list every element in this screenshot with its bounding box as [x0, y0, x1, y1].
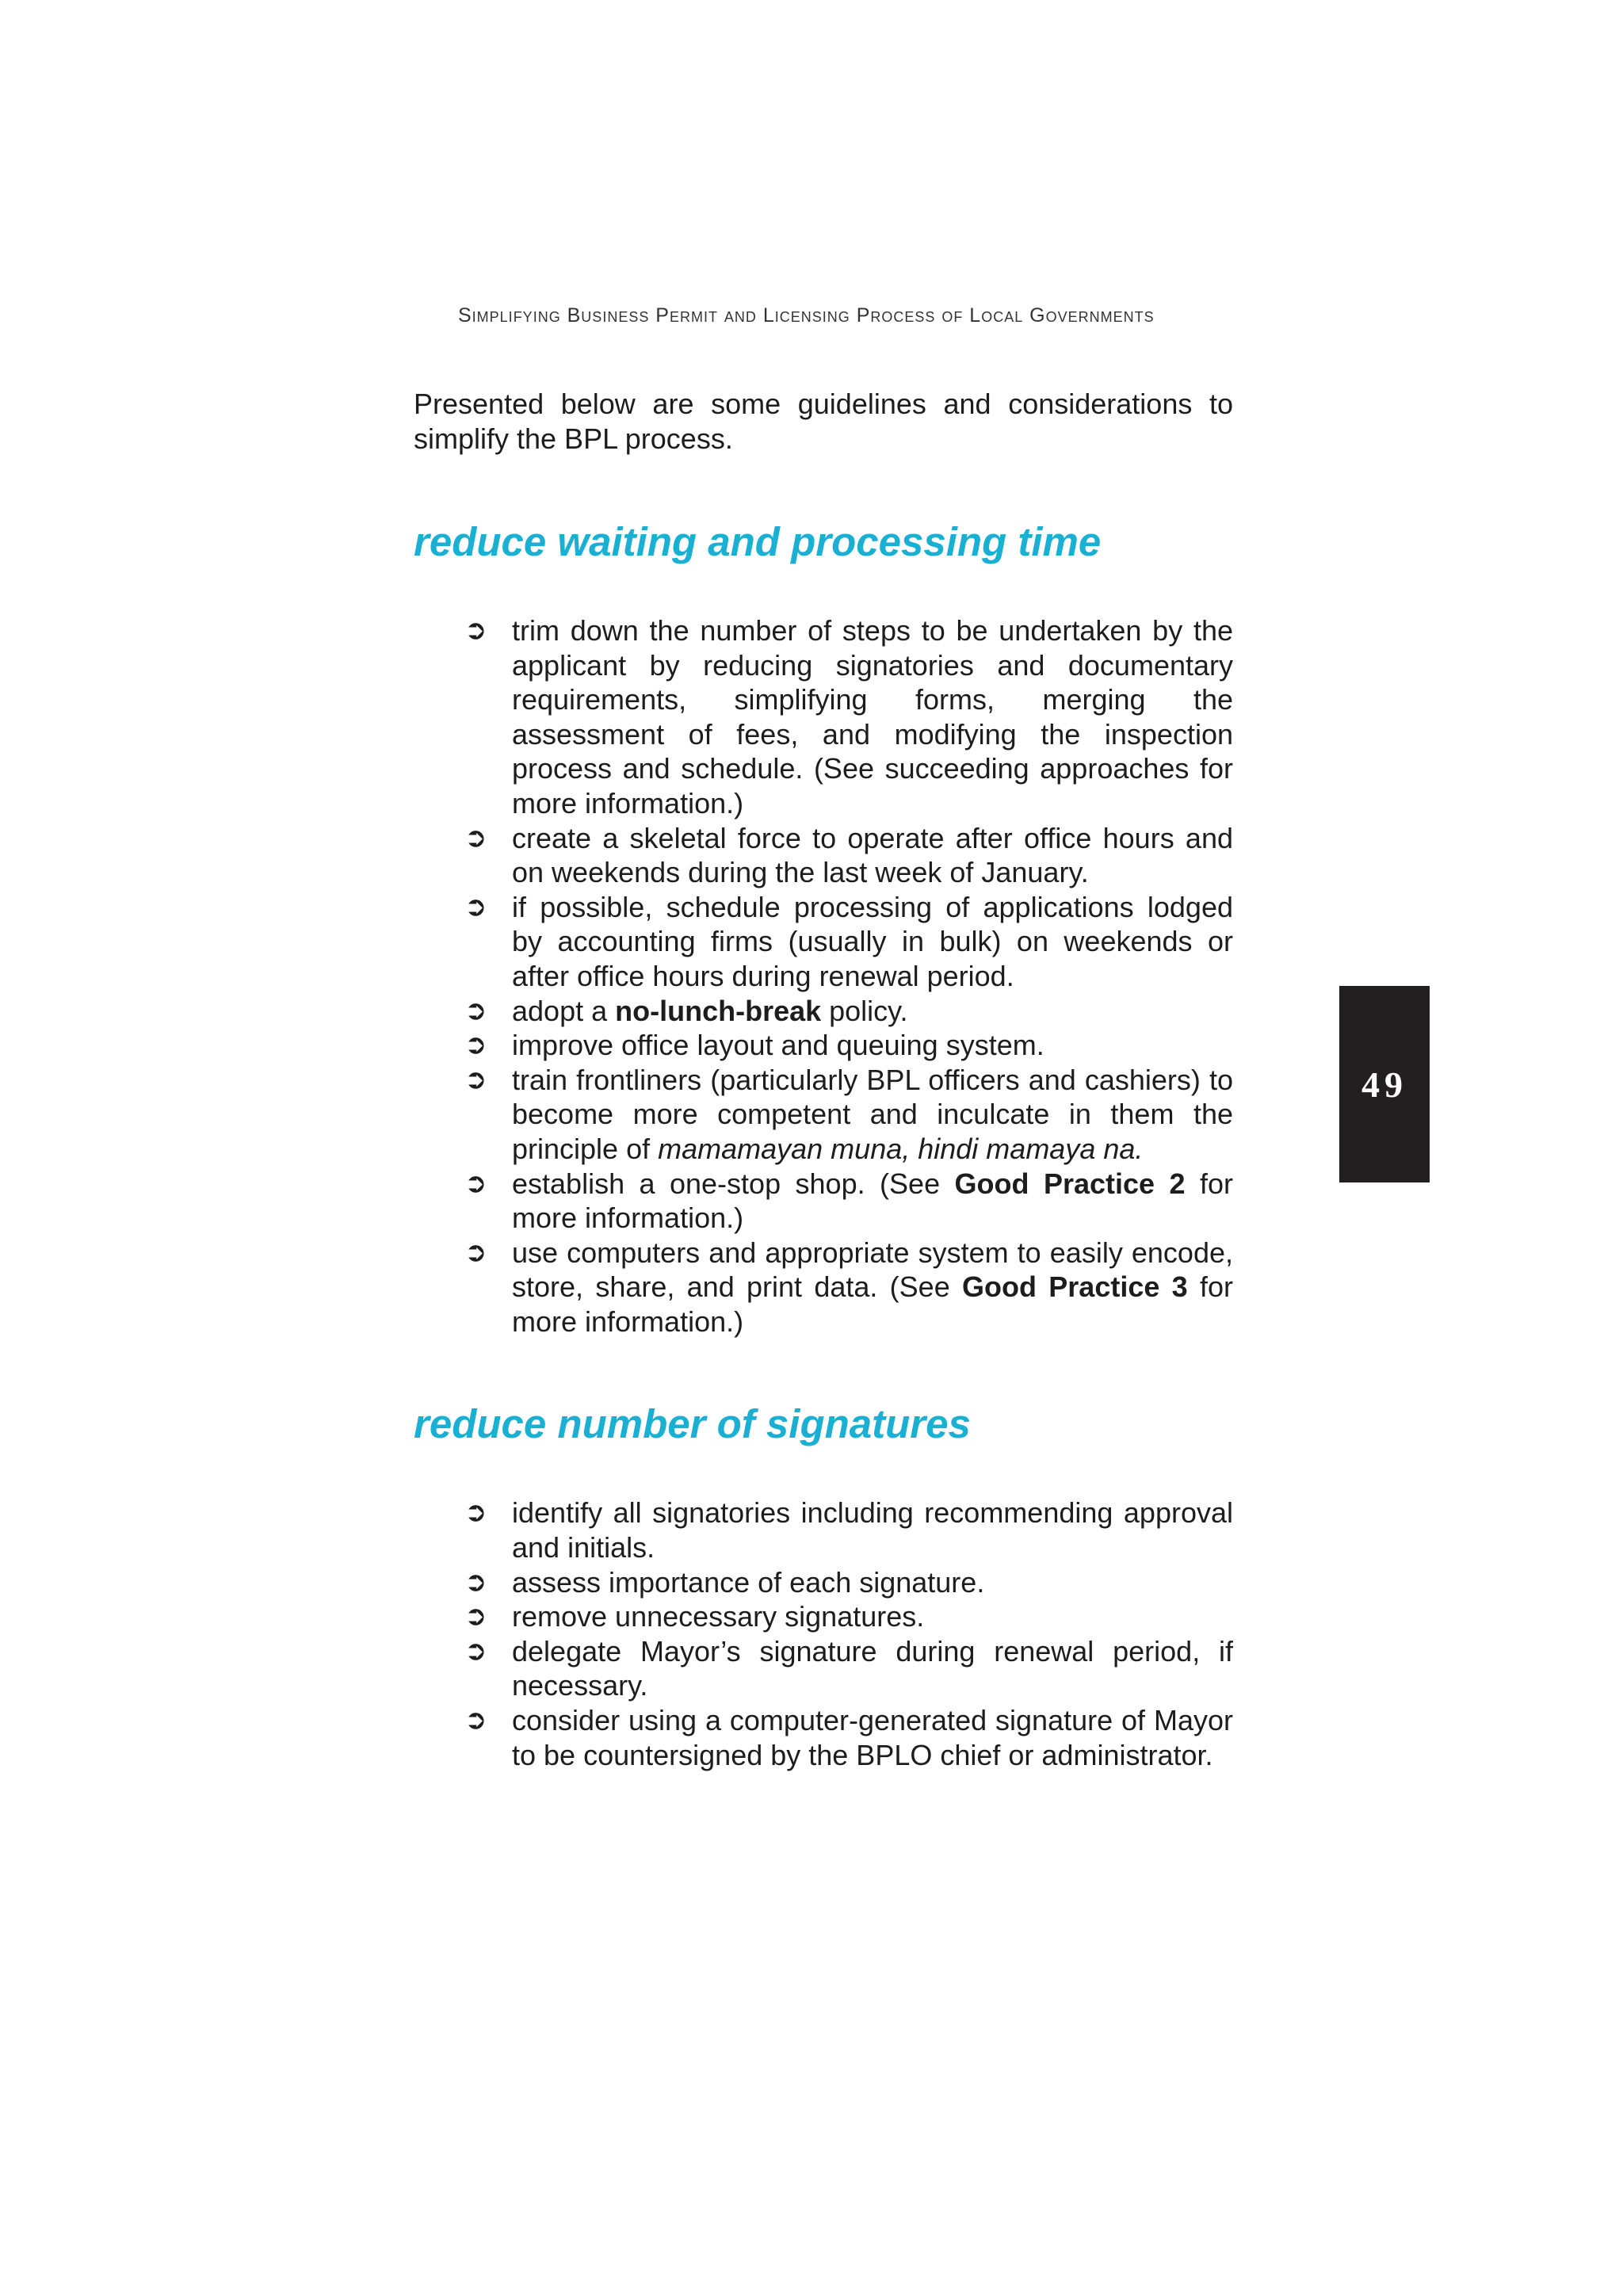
list-waiting-time [414, 613, 1233, 1339]
list-item-text-pre: train frontliners (particularly BPL officers and cashiers) to become more competent and inculcate in them the principle of [512, 1063, 1233, 1165]
arrow-right-circle-icon: ➲ [464, 1600, 487, 1633]
list-item-text-bold: Good Practice 3 [962, 1270, 1188, 1304]
page-number: 49 [1361, 1064, 1407, 1105]
arrow-right-circle-icon: ➲ [464, 1167, 487, 1199]
list-item-text-bold: no-lunch-break [615, 994, 822, 1027]
list-item-text-post: for more information.) [512, 1167, 1233, 1235]
list-item [414, 1565, 1233, 1600]
list-item [414, 1599, 1233, 1634]
list-item [414, 1236, 1233, 1339]
list-item-text: improve office layout and queuing system. [512, 1029, 1044, 1062]
arrow-right-circle-icon: ➲ [464, 1704, 487, 1736]
list-signatures [414, 1496, 1233, 1772]
list-item-text: if possible, schedule processing of applications lodged by accounting firms (usually in bulk) on weekends or after office hours during renewal period. [512, 890, 1233, 992]
list-item [414, 821, 1233, 890]
arrow-right-circle-icon: ➲ [464, 1496, 487, 1529]
section-title-waiting-time: reduce waiting and processing time [414, 519, 1102, 564]
list-item-text: remove unnecessary signatures. [512, 1600, 925, 1633]
list-item [414, 994, 1233, 1029]
list-item [414, 1634, 1233, 1703]
list-item [414, 1703, 1233, 1772]
list-item [414, 1496, 1233, 1564]
page-content [414, 387, 1233, 1772]
list-item-text-post: for more information.) [512, 1270, 1234, 1338]
arrow-right-circle-icon: ➲ [464, 1634, 487, 1667]
list-item-text: create a skeletal force to operate after office hours and on weekends during the last week of January. [512, 821, 1233, 889]
section-title-signatures: reduce number of signatures [414, 1401, 971, 1447]
list-item [414, 1167, 1233, 1236]
list-item-text-italic: mamamayan muna, hindi mamaya na. [658, 1132, 1144, 1165]
running-header: Simplifying Business Permit and Licensing Process of Local Governments [458, 304, 1155, 327]
list-item-text: assess importance of each signature. [512, 1565, 985, 1599]
list-item-text-post: policy. [821, 994, 908, 1027]
list-item-text: delegate Mayor’s signature during renewal period, if necessary. [512, 1634, 1233, 1702]
arrow-right-circle-icon: ➲ [464, 994, 487, 1026]
list-item-text-bold: Good Practice 2 [954, 1167, 1186, 1200]
list-item-text-pre: use computers and appropriate system to easily encode, store, share, and print data. (See [512, 1236, 1233, 1304]
list-item [414, 1028, 1233, 1063]
arrow-right-circle-icon: ➲ [464, 821, 487, 854]
list-item-text: identify all signatories including recommending approval and initials. [512, 1496, 1233, 1564]
arrow-right-circle-icon: ➲ [464, 890, 487, 923]
intro-paragraph: Presented below are some guidelines and considerations to simplify the BPL process. [414, 388, 1233, 455]
page-number-tab [1339, 986, 1430, 1182]
list-item-text-pre: adopt a [512, 994, 616, 1027]
list-item [414, 613, 1233, 821]
arrow-right-circle-icon: ➲ [464, 1029, 487, 1061]
list-item [414, 1063, 1233, 1167]
arrow-right-circle-icon: ➲ [464, 1565, 487, 1598]
arrow-right-circle-icon: ➲ [464, 1236, 487, 1268]
list-item-text-pre: establish a one-stop shop. (See [512, 1167, 955, 1200]
arrow-right-circle-icon: ➲ [464, 1063, 487, 1095]
arrow-right-circle-icon: ➲ [464, 614, 487, 646]
list-item [414, 890, 1233, 994]
list-item-text: consider using a computer-generated signature of Mayor to be countersigned by the BPLO chief or administrator. [512, 1704, 1233, 1771]
list-item-text: trim down the number of steps to be undertaken by the applicant by reducing signatories and documentary requirements, simplifying forms, merging the assessment of fees, and modifying the inspection process and schedule. (See succeeding approaches for more information.) [512, 614, 1233, 819]
